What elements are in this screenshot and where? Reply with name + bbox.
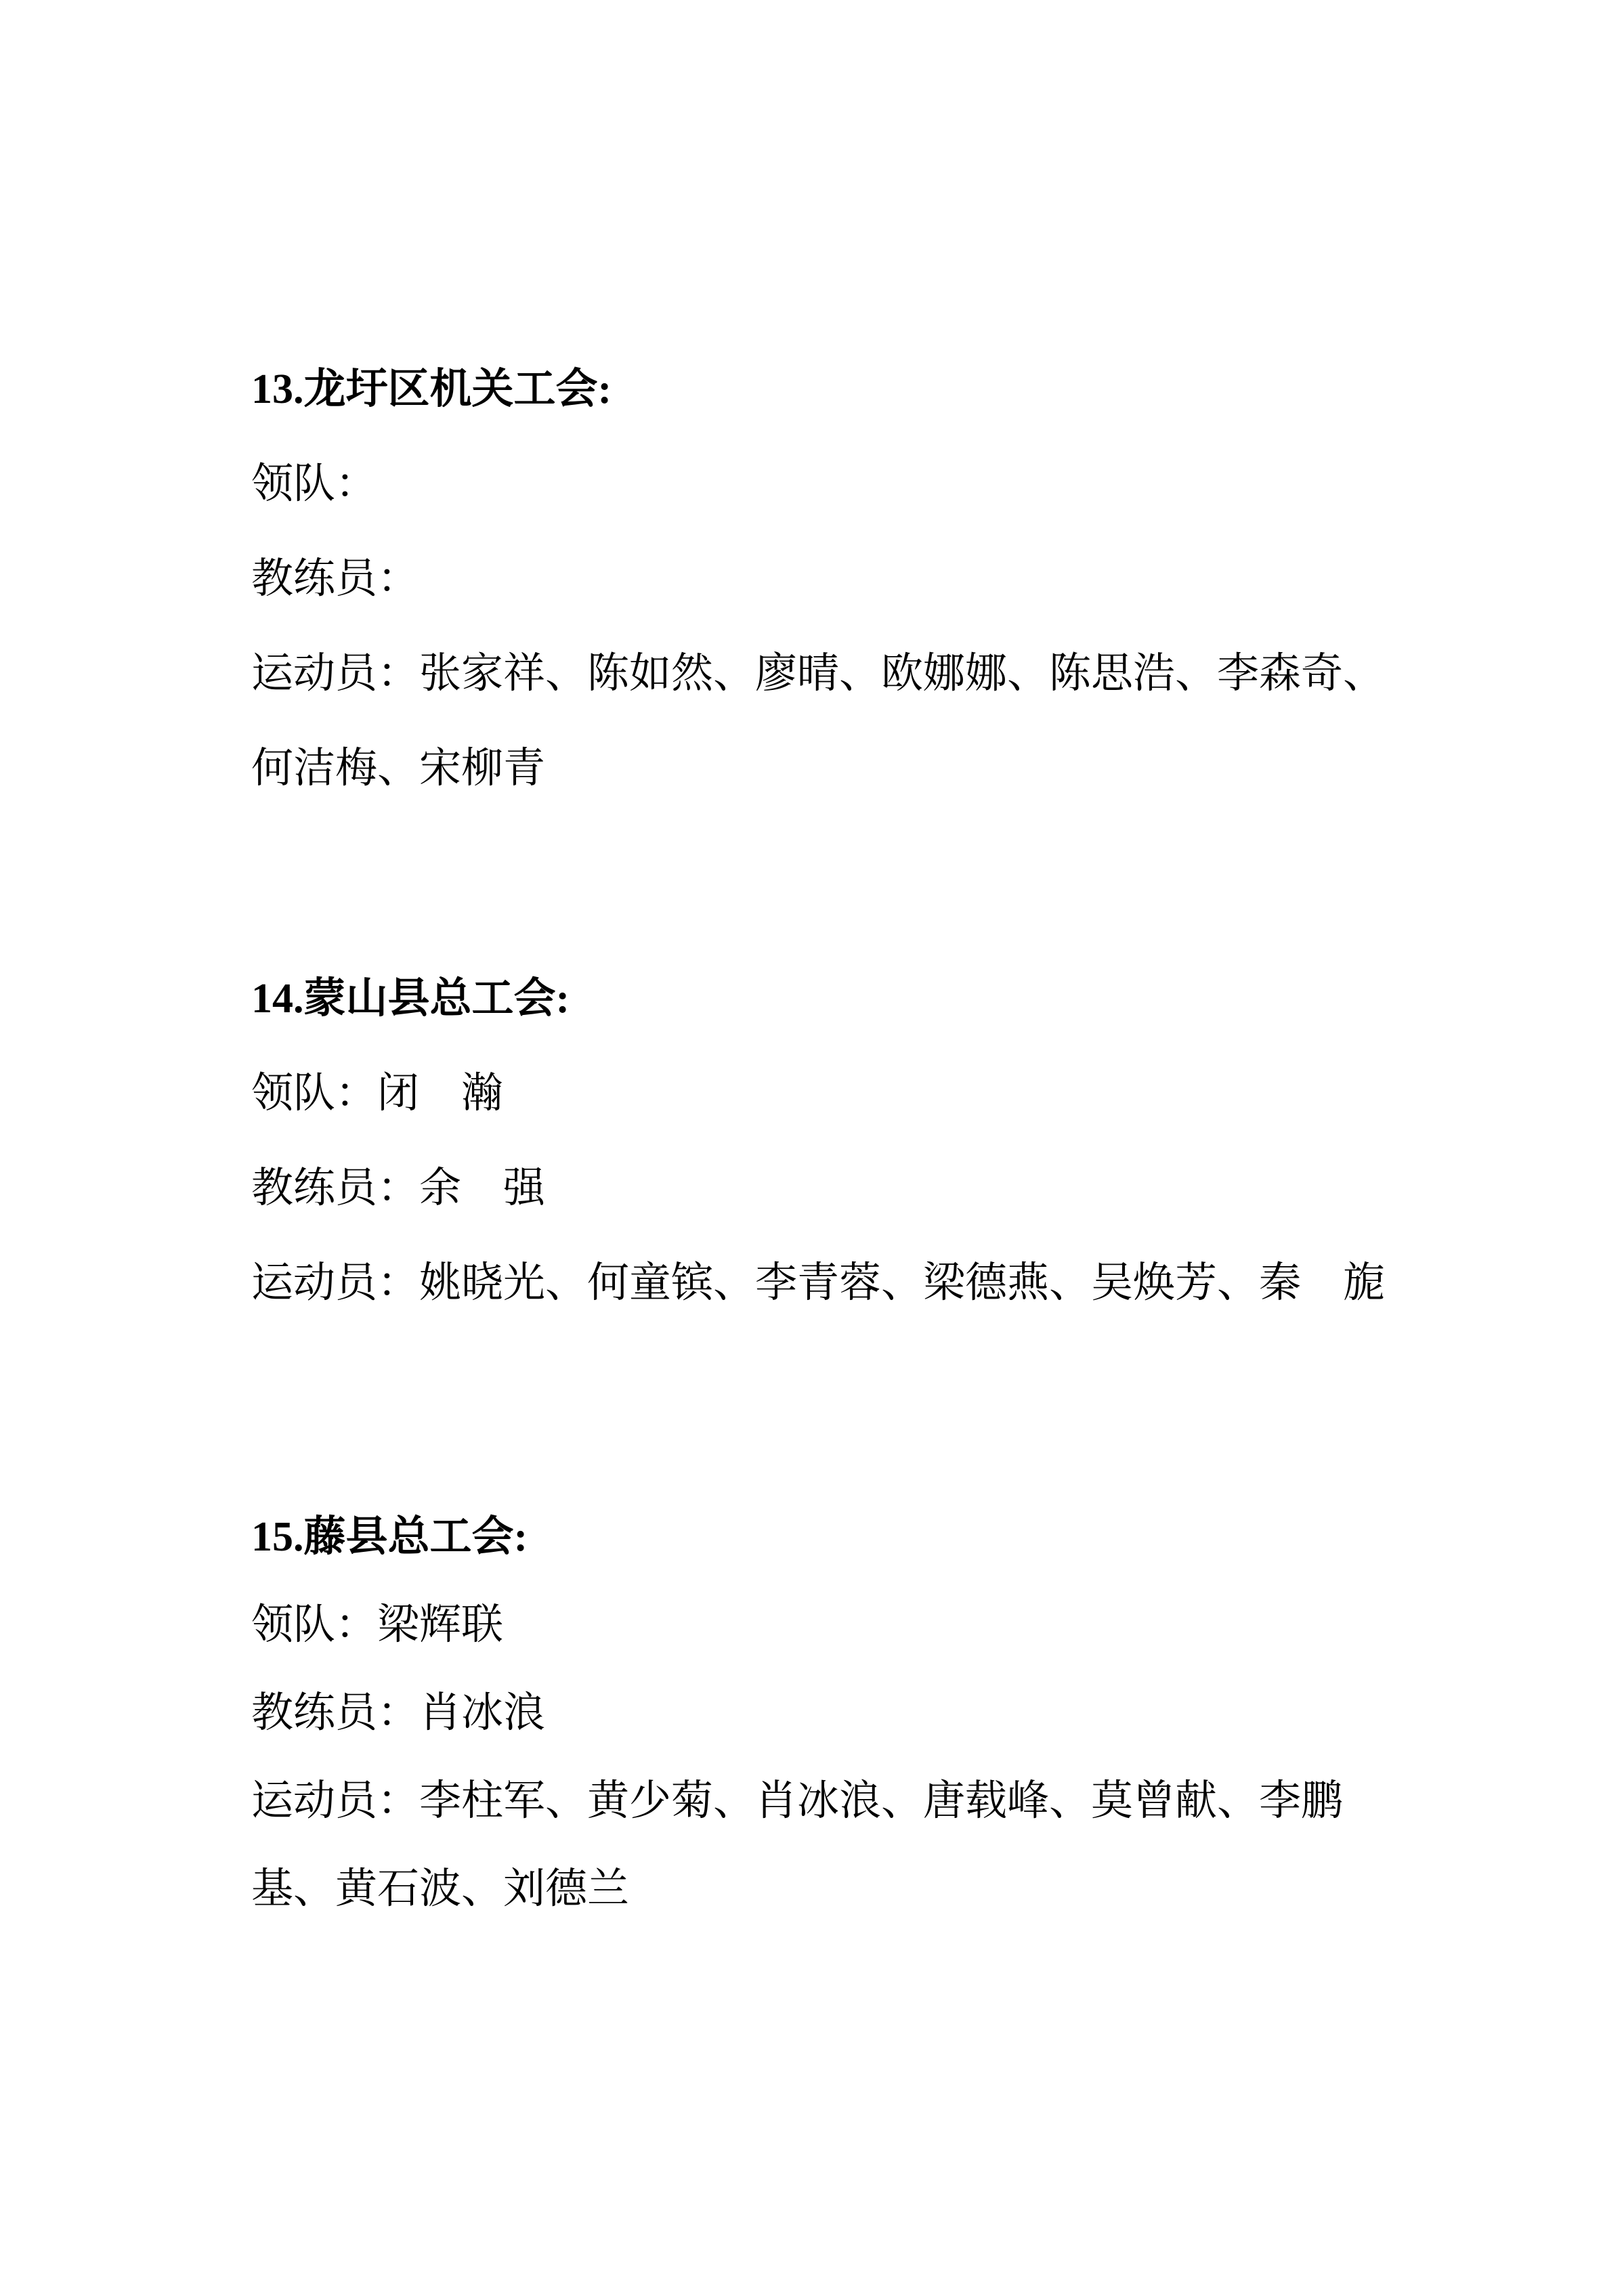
athletes-line: 运动员：姚晓光、何童镔、李青蓉、梁德燕、吴焕芳、秦 旎 — [251, 1260, 1386, 1306]
team-heading: 14.蒙山县总工会: — [251, 976, 570, 1022]
athletes-line: 运动员：张家祥、陈如然、廖晴、欧娜娜、陈思浩、李森奇、 — [251, 651, 1386, 697]
team-section-15 — [251, 1493, 1455, 1933]
leader-line: 领队：闭 瀚 — [251, 1070, 504, 1117]
team-section-14 — [251, 951, 1455, 1330]
athletes-line: 运动员：李柱军、黄少菊、肖冰浪、唐载峰、莫曾献、李鹏 — [251, 1778, 1344, 1824]
athletes-line-continued: 何洁梅、宋柳青 — [251, 745, 546, 792]
leader-line: 领队：梁辉联 — [251, 1602, 504, 1648]
team-heading: 15.藤县总工会: — [251, 1514, 528, 1560]
leader-line: 领队： — [251, 461, 378, 507]
team-heading: 13.龙圩区机关工会: — [251, 366, 612, 412]
athletes-line-continued: 基、黄石波、刘德兰 — [251, 1866, 630, 1912]
team-section-13 — [251, 342, 1455, 816]
coach-line: 教练员： — [251, 556, 420, 602]
coach-line: 教练员：肖冰浪 — [251, 1690, 546, 1736]
coach-line: 教练员：余 强 — [251, 1165, 546, 1211]
